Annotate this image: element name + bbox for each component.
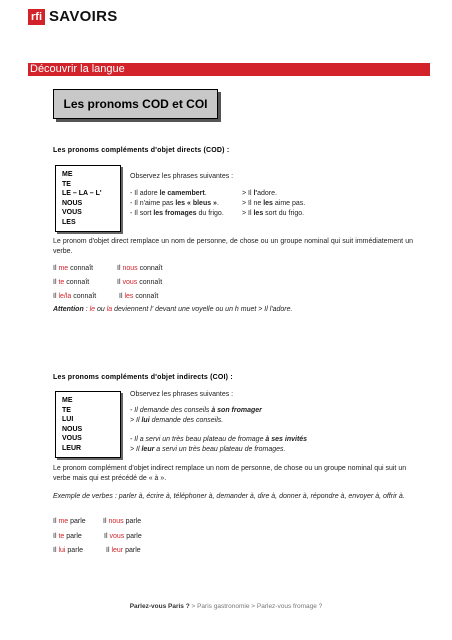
cod-conj-row: Il te connaît (53, 279, 90, 286)
cod-explanation: Le pronom d'objet direct remplace un nom de personne, de chose ou un groupe nominal qui suit immédiatement un verbe. (53, 238, 413, 255)
coi-example-1-rewrite: > Il lui demande des conseils. (130, 417, 224, 424)
cod-example-3: - Il sort les fromages du frigo. (130, 210, 224, 217)
coi-conj-row: Il me parle (53, 518, 86, 525)
footer-breadcrumb (0, 603, 452, 610)
pronoun-item: NOUS (62, 425, 83, 433)
coi-example-1: - Il demande des conseils à son fromager (130, 407, 262, 414)
footer-rest: > Paris gastronomie > Parlez-vous fromage ? (189, 603, 323, 610)
cod-observe: Observez les phrases suivantes : (130, 173, 234, 180)
cod-conj-row: Il vous connaît (117, 279, 163, 286)
pronoun-item: ME (62, 397, 73, 404)
pronoun-item: LUI (62, 416, 74, 423)
pronoun-item: NOUS (62, 199, 83, 207)
cod-rewrite-1: > Il l'adore. (242, 190, 277, 197)
cod-example-1: - Il adore le camembert. (130, 190, 207, 197)
rfi-savoirs-logo (28, 8, 118, 25)
section-banner: Découvrir la langue (28, 63, 430, 76)
cod-rewrite-3: > Il les sort du frigo. (242, 210, 305, 217)
pronoun-item: LES (62, 218, 76, 226)
pronoun-item: TE (62, 406, 71, 414)
coi-conj-row: Il leur parle (106, 547, 141, 554)
coi-conj-row: Il nous parle (103, 518, 142, 525)
coi-conj-row: Il te parle (53, 533, 82, 540)
page-title: Les pronoms COD et COI (53, 89, 218, 119)
coi-conj-row: Il vous parle (104, 533, 142, 540)
cod-conj-row: Il nous connaît (117, 265, 163, 272)
coi-explanation: Le pronom complément d'objet indirect remplace un nom de personne, de chose ou un groupe nominal qui suit un verbe mais qui est précédé de « à ». (53, 465, 407, 482)
pronoun-item: TE (62, 180, 71, 188)
coi-conj-row: Il lui parle (53, 547, 83, 554)
coi-heading: Les pronoms compléments d'objet indirects (COI) : (53, 374, 233, 381)
coi-verbs-example: Exemple de verbes : parler à, écrire à, téléphoner à, demander à, dire à, donner à, répondre à, envoyer à, offrir à. (53, 493, 405, 500)
rfi-logo-mark: rfi (28, 9, 45, 25)
pronoun-item: VOUS (62, 435, 82, 442)
cod-conj-row: Il me connaît (53, 265, 94, 272)
coi-observe: Observez les phrases suivantes : (130, 391, 234, 398)
cod-pronoun-box (55, 165, 121, 232)
pronoun-item: LEUR (62, 444, 82, 452)
cod-conj-row: Il le/la connaît (53, 293, 97, 300)
pronoun-item: ME (62, 171, 73, 178)
cod-heading: Les pronoms compléments d'objet directs (COD) : (53, 147, 230, 154)
cod-conj-row: Il les connaît (119, 293, 159, 300)
coi-pronoun-box (55, 391, 121, 458)
pronoun-item: LE – LA – L' (62, 190, 102, 197)
coi-example-2-rewrite: > Il leur a servi un très beau plateau de fromages. (130, 446, 286, 453)
logo-text: SAVOIRS (49, 8, 118, 25)
cod-attention: Attention : le ou la deviennent l' devant une voyelle ou un h muet > Il l'adore. (53, 306, 293, 313)
pronoun-item: VOUS (62, 209, 82, 216)
cod-rewrite-2: > Il ne les aime pas. (242, 200, 306, 207)
cod-example-2: - Il n'aime pas les « bleus ». (130, 200, 219, 207)
footer-main: Parlez-vous Paris ? (129, 603, 190, 610)
coi-example-2: - Il a servi un très beau plateau de fromage à ses invités (130, 436, 308, 443)
